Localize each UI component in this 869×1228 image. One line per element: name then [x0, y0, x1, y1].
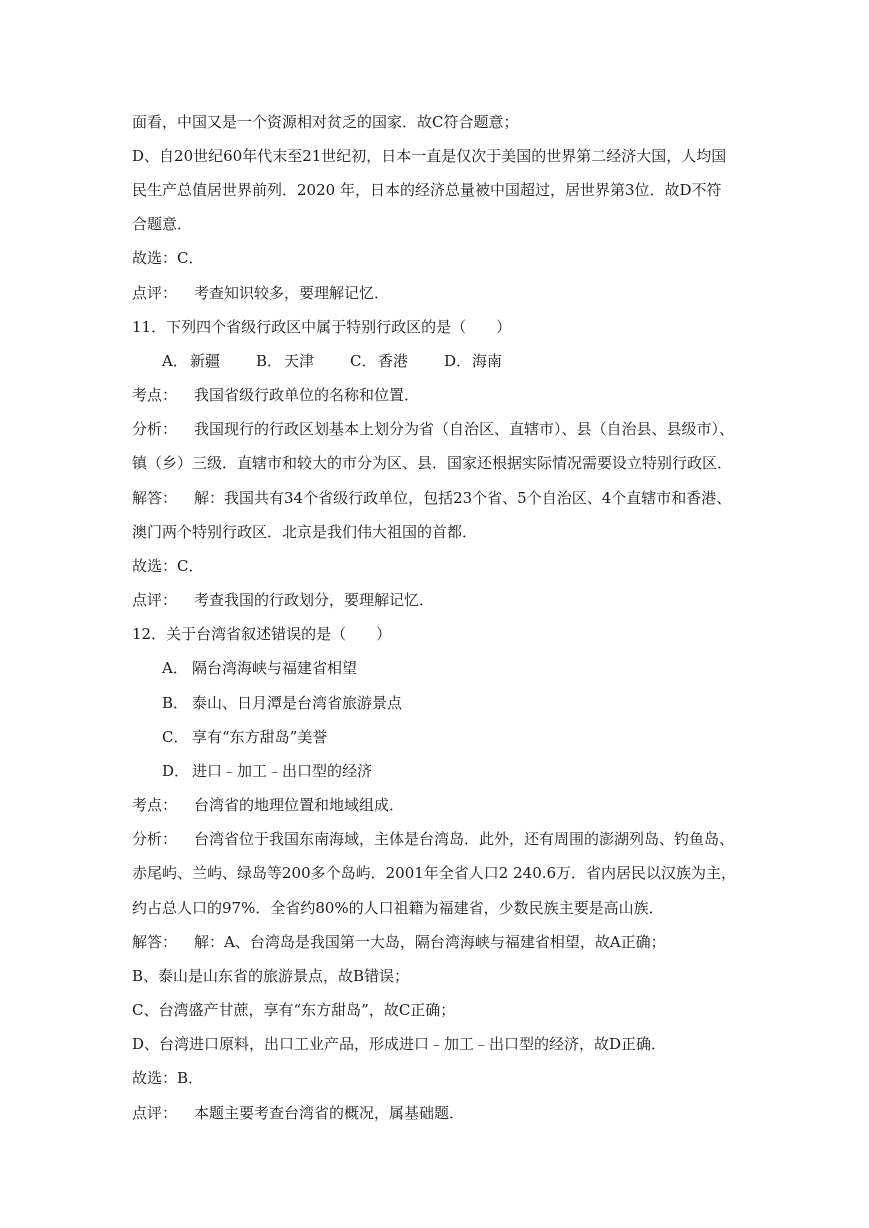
fenxi-line-cont: 赤尾屿、兰屿、绿岛等200多个岛屿．2001年全省人口2 240.6万．省内居民以汉族为主，	[132, 864, 737, 882]
fenxi-tag: 分析：	[132, 420, 178, 438]
review-line	[132, 590, 772, 610]
review-line	[132, 283, 772, 303]
text-line: 民生产总值居世界前列．2020 年，日本的经济总量被中国超过，居世界第3位．故D不符	[132, 181, 722, 199]
jieda-text: 解：我国共有34个省级行政单位，包括23个省、5个自治区、4个直辖市和香港、	[194, 489, 732, 507]
fenxi-text: 我国现行的行政区划基本上划分为省（自治区、直辖市）、县（自治县、县级市）、	[194, 420, 735, 438]
review-tag: 点评：	[132, 1104, 178, 1122]
text-line: D、自20世纪60年代末至21世纪初，日本一直是仅次于美国的世界第二经济大国，人均国	[132, 147, 727, 165]
fenxi-line-cont: 镇（乡）三级．直辖市和较大的市分为区、县．国家还根据实际情况需要设立特别行政区．	[132, 454, 733, 472]
jieda-line-cont: B、泰山是山东省的旅游景点，故B错误；	[132, 967, 410, 985]
kaodian-line	[132, 385, 772, 405]
review-text: 考查我国的行政划分，要理解记忆．	[194, 591, 435, 609]
option-b: B． 天津	[256, 352, 315, 370]
jieda-tag: 解答：	[132, 489, 178, 507]
jieda-line	[132, 932, 772, 952]
fenxi-line	[132, 419, 772, 439]
text-line: 面看，中国又是一个资源相对贫乏的国家．故C符合题意；	[132, 113, 519, 131]
kaodian-text: 台湾省的地理位置和地域组成．	[194, 796, 405, 814]
jieda-line	[132, 488, 772, 508]
kaodian-line	[132, 795, 772, 815]
review-text: 本题主要考查台湾省的概况，属基础题．	[194, 1104, 465, 1122]
option-b: B． 泰山、日月潭是台湾省旅游景点	[162, 694, 403, 712]
review-text: 考查知识较多，要理解记忆．	[194, 284, 390, 302]
fenxi-line-cont: 约占总人口的97%．全省约80%的人口祖籍为福建省，少数民族主要是高山族．	[132, 899, 664, 917]
question-11-options	[162, 351, 802, 371]
question-12-stem: 12．关于台湾省叙述错误的是（ ）	[132, 625, 392, 643]
jieda-line-cont: C、台湾盛产甘蔗，享有“东方甜岛”，故C正确；	[132, 1001, 456, 1019]
option-d: D．海南	[444, 352, 503, 370]
answer-line: 故选：C．	[132, 249, 204, 267]
text-line: 合题意．	[132, 215, 193, 233]
option-d: D． 进口﹣加工﹣出口型的经济	[162, 762, 373, 780]
review-line	[132, 1103, 772, 1123]
fenxi-line	[132, 829, 772, 849]
jieda-tag: 解答：	[132, 933, 178, 951]
fenxi-tag: 分析：	[132, 830, 178, 848]
option-a: A． 隔台湾海峡与福建省相望	[162, 659, 358, 677]
kaodian-text: 我国省级行政单位的名称和位置．	[194, 386, 420, 404]
kaodian-tag: 考点：	[132, 386, 178, 404]
answer-line: 故选：B．	[132, 1069, 204, 1087]
option-a: A． 新疆	[162, 352, 221, 370]
fenxi-text: 台湾省位于我国东南海域，主体是台湾岛．此外，还有周围的澎湖列岛、钓鱼岛、	[194, 830, 735, 848]
review-tag: 点评：	[132, 591, 178, 609]
answer-line: 故选：C．	[132, 557, 204, 575]
jieda-line-cont: 澳门两个特别行政区．北京是我们伟大祖国的首都．	[132, 523, 478, 541]
option-c: C． 香港	[350, 352, 409, 370]
jieda-line-cont: D、台湾进口原料，出口工业产品，形成进口﹣加工﹣出口型的经济，故D正确．	[132, 1035, 667, 1053]
jieda-text: 解：A、台湾岛是我国第一大岛，隔台湾海峡与福建省相望，故A正确；	[194, 933, 666, 951]
option-c: C． 享有“东方甜岛”美誉	[162, 728, 328, 746]
question-11-stem: 11．下列四个省级行政区中属于特别行政区的是（ ）	[132, 318, 512, 336]
kaodian-tag: 考点：	[132, 796, 178, 814]
review-tag: 点评：	[132, 284, 178, 302]
